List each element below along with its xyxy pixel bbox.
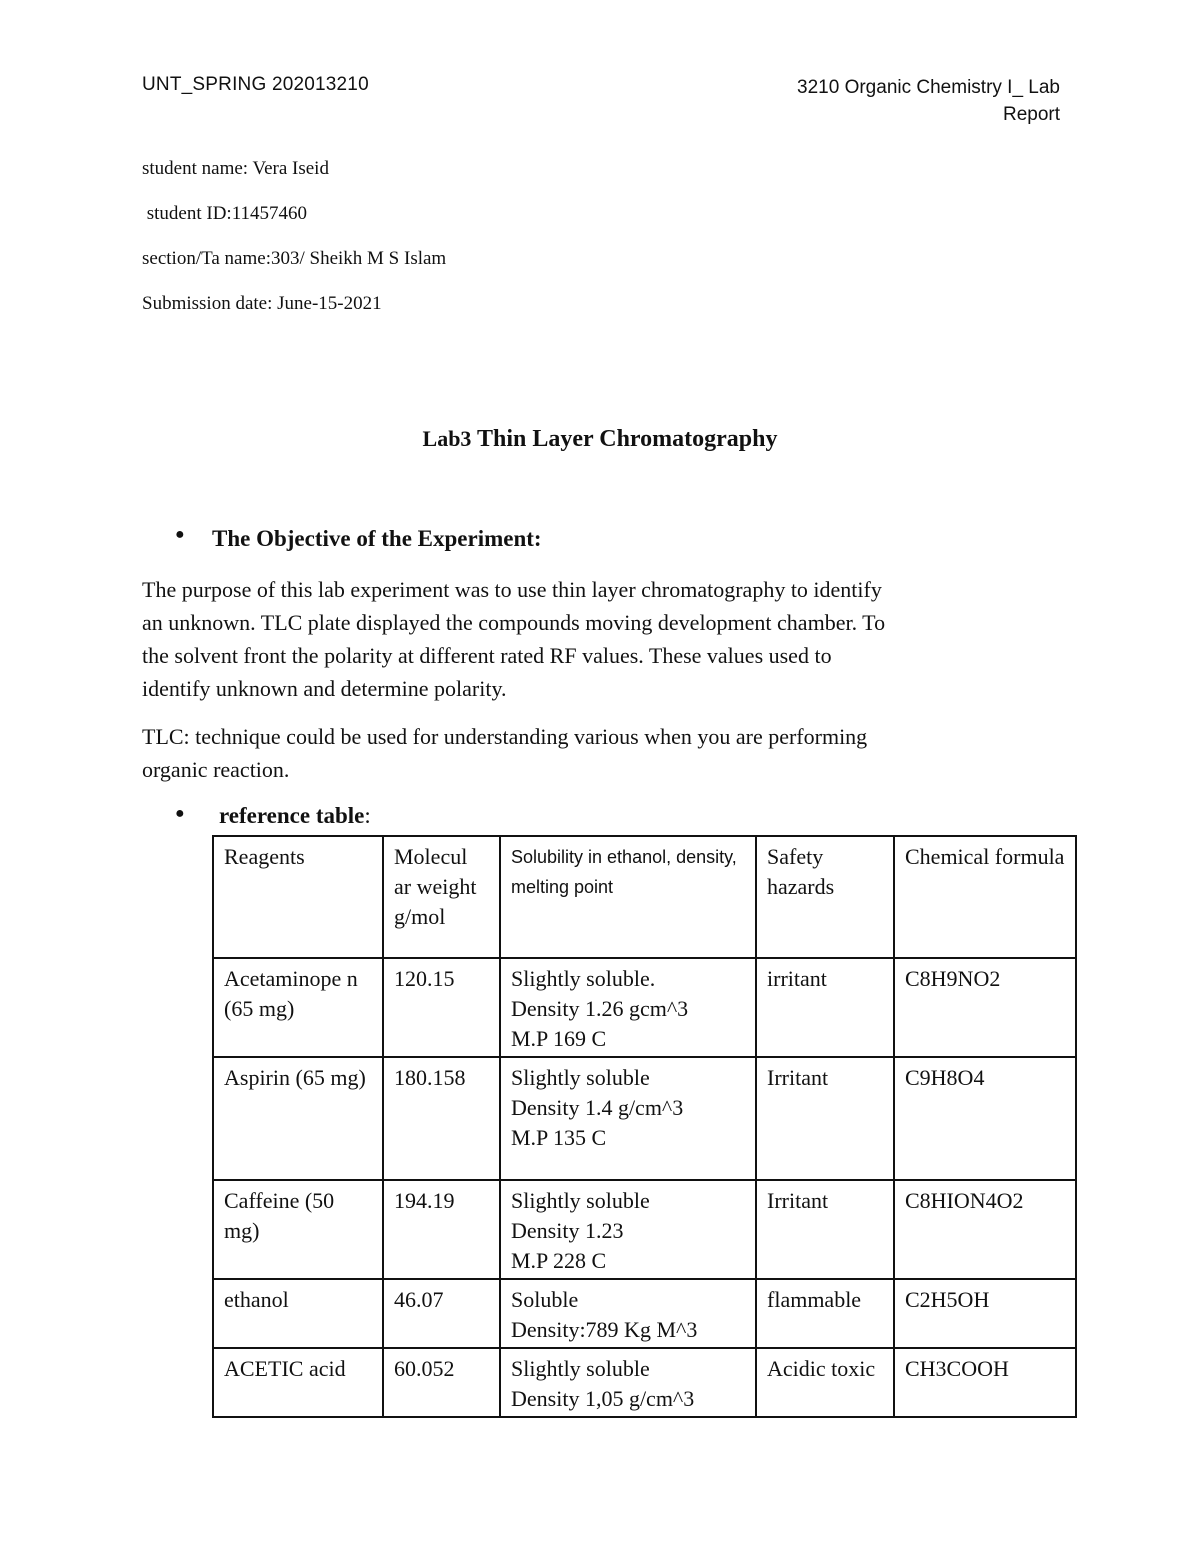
reference-heading-text: reference table	[219, 803, 365, 828]
tlc-line: organic reaction.	[142, 757, 290, 782]
cell-formula: CH3COOH	[894, 1348, 1076, 1417]
sol-line: Slightly soluble.	[511, 966, 656, 991]
tlc-paragraph	[142, 720, 1072, 786]
cell-hazard: flammable	[756, 1279, 894, 1348]
sol-line: Density 1.23	[511, 1218, 624, 1243]
cell-hazard: Acidic toxic	[756, 1348, 894, 1417]
title-prefix: Lab3	[422, 426, 472, 451]
cell-reagent: ethanol	[213, 1279, 383, 1348]
header-cell-formula: Chemical formula	[894, 836, 1076, 958]
reference-table	[212, 835, 1077, 1418]
cell-solubility	[500, 1279, 756, 1348]
cell-mw: 194.19	[383, 1180, 500, 1279]
header-title-line2: Report	[1002, 104, 1060, 125]
cell-formula: C8H9NO2	[894, 958, 1076, 1057]
title-main: Thin Layer Chromatography	[471, 426, 778, 452]
sol-line: Slightly soluble	[511, 1356, 650, 1381]
cell-solubility	[500, 1180, 756, 1279]
sol-line: Density 1,05 g/cm^3	[511, 1386, 695, 1411]
header-cell-solubility: Solubility in ethanol, density, melting point	[500, 836, 756, 958]
cell-mw: 180.158	[383, 1057, 500, 1180]
table-row	[213, 1348, 1076, 1417]
header-course-title	[700, 74, 1060, 128]
section-ta-name: section/Ta name:303/ Sheikh M S Islam	[142, 248, 447, 269]
table-row	[213, 1279, 1076, 1348]
reference-heading	[219, 803, 371, 829]
student-id: student ID:11457460	[142, 203, 308, 224]
objective-paragraph	[142, 573, 1072, 705]
report-title	[0, 426, 1200, 453]
cell-formula: C8HION4O2	[894, 1180, 1076, 1279]
tlc-line: TLC: technique could be used for understanding various when you are performing	[142, 724, 868, 749]
student-name: student name: Vera Iseid	[142, 158, 329, 179]
objective-line: an unknown. TLC plate displayed the compounds moving development chamber. To	[142, 610, 886, 635]
objective-line: The purpose of this lab experiment was to use thin layer chromatography to identify	[142, 577, 882, 602]
cell-reagent: Aspirin (65 mg)	[213, 1057, 383, 1180]
cell-solubility	[500, 1057, 756, 1180]
table-row	[213, 958, 1076, 1057]
sol-line: Density 1.26 gcm^3	[511, 996, 689, 1021]
cell-hazard: irritant	[756, 958, 894, 1057]
cell-solubility	[500, 958, 756, 1057]
cell-hazard: Irritant	[756, 1180, 894, 1279]
cell-mw: 120.15	[383, 958, 500, 1057]
header-course-code: UNT_SPRING 202013210	[142, 74, 369, 95]
table-row	[213, 1057, 1076, 1180]
header-cell-reagents: Reagents	[213, 836, 383, 958]
header-cell-molecular-weight: Molecul ar weight g/mol	[383, 836, 500, 958]
sol-line: M.P 135 C	[511, 1125, 607, 1150]
sol-line: M.P 169 C	[511, 1026, 607, 1051]
cell-hazard: Irritant	[756, 1057, 894, 1180]
table-row	[213, 1180, 1076, 1279]
bullet-dot-icon: ●	[175, 526, 185, 543]
cell-solubility	[500, 1348, 756, 1417]
table-header-row	[213, 836, 1076, 958]
submission-date: Submission date: June-15-2021	[142, 293, 382, 314]
sol-line: Slightly soluble	[511, 1065, 650, 1090]
cell-formula: C2H5OH	[894, 1279, 1076, 1348]
objective-heading: The Objective of the Experiment:	[212, 526, 542, 551]
reference-heading-colon: :	[364, 803, 371, 828]
sol-line: M.P 228 C	[511, 1248, 607, 1273]
cell-reagent: ACETIC acid	[213, 1348, 383, 1417]
objective-line: identify unknown and determine polarity.	[142, 676, 507, 701]
bullet-dot-icon: ●	[175, 805, 185, 822]
cell-reagent: Caffeine (50 mg)	[213, 1180, 383, 1279]
cell-mw: 46.07	[383, 1279, 500, 1348]
sol-line: Slightly soluble	[511, 1188, 650, 1213]
cell-mw: 60.052	[383, 1348, 500, 1417]
header-cell-safety: Safety hazards	[756, 836, 894, 958]
header-title-line1: 3210 Organic Chemistry I_ Lab	[797, 77, 1060, 98]
cell-reagent: Acetaminope n (65 mg)	[213, 958, 383, 1057]
sol-line: Soluble	[511, 1287, 579, 1312]
sol-line: Density 1.4 g/cm^3	[511, 1095, 684, 1120]
cell-formula: C9H8O4	[894, 1057, 1076, 1180]
objective-line: the solvent front the polarity at different rated RF values. These values used to	[142, 643, 832, 668]
sol-line: Density:789 Kg M^3	[511, 1317, 698, 1342]
